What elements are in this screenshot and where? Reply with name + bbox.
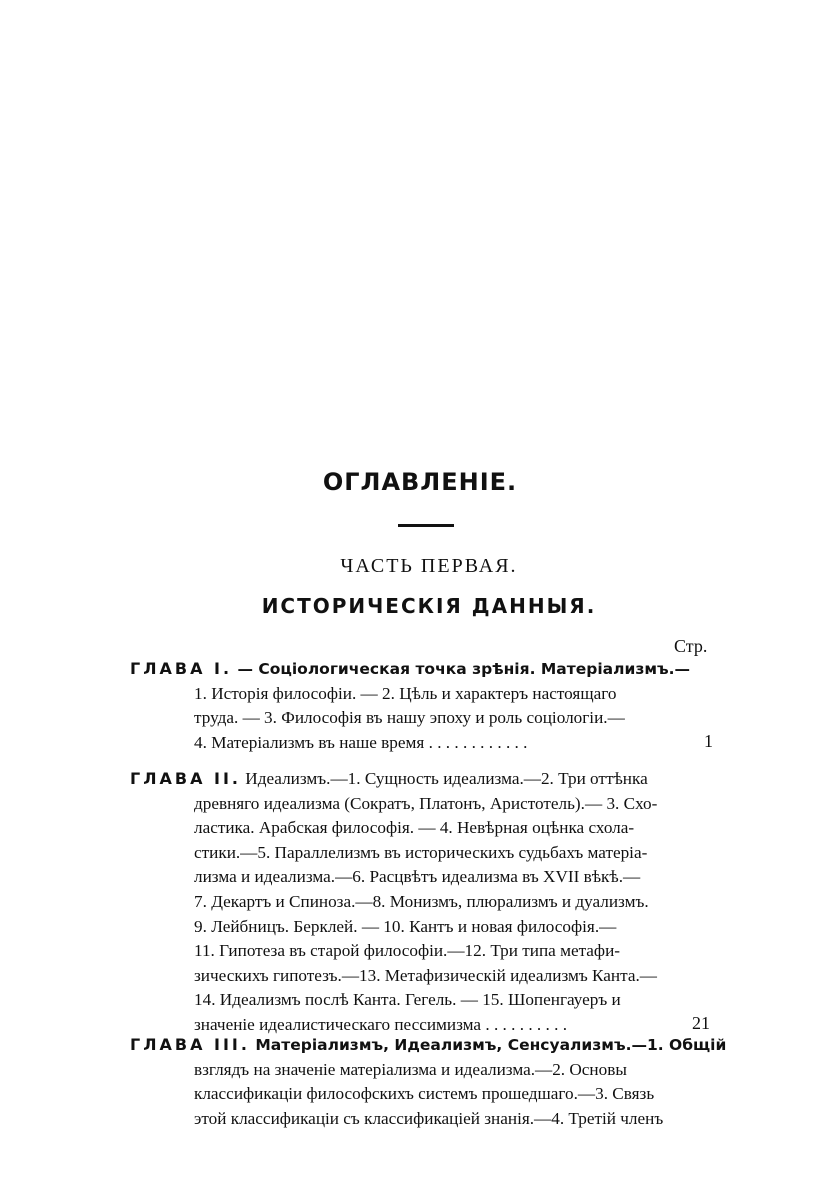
heading-rule	[398, 524, 454, 527]
chapter-content-line: 14. Идеализмъ послѣ Канта. Гегель. — 15. Шопенгауеръ и	[194, 990, 621, 1010]
chapter-content-line: значеніе идеалистическаго пессимизма . . . . . . . . . .	[194, 1015, 567, 1034]
chapter-content-line: 1. Исторія философіи. — 2. Цѣль и характеръ настоящаго	[194, 683, 617, 703]
toc-heading: ОГЛАВЛЕНІЕ.	[322, 468, 518, 496]
chapter-content-line: 4. Матеріализмъ въ наше время . . . . . . . . . . . .	[194, 732, 528, 752]
chapter-content-line: 7. Декартъ и Спиноза.—8. Монизмъ, плюрализмъ и дуализмъ.	[194, 892, 649, 911]
page-number: 21	[692, 1013, 710, 1033]
chapter-content-line: зическихъ гипотезъ.—13. Метафизическій идеализмъ Канта.—	[194, 965, 657, 985]
chapter-content-line: классификаціи философскихъ системъ прошедшаго.—3. Связь	[194, 1084, 655, 1104]
chapter-title-line: ГЛАВА III. Матеріализмъ, Идеализмъ, Сенсуализмъ.—1. Общій	[130, 1035, 727, 1054]
chapter-content-line: этой классификаціи съ классификаціей знанія.—4. Третій членъ	[194, 1108, 664, 1128]
chapter-content-line: взглядъ на значеніе матеріализма и идеализма.—2. Основы	[194, 1059, 627, 1079]
part-title: ИСТОРИЧЕСКІЯ ДАННЫЯ.	[261, 594, 597, 618]
page-number: 1	[704, 730, 713, 751]
chapter-content-line: лизма и идеализма.—6. Расцвѣтъ идеализма въ XVII вѣкѣ.—	[194, 867, 641, 887]
chapter-content-line: труда. — 3. Философія въ нашу эпоху и роль соціологіи.—	[194, 708, 625, 728]
page-column-header: Стр.	[674, 636, 708, 656]
chapter-content-line: 9. Лейбницъ. Берклей. — 10. Кантъ и новая философія.—	[194, 916, 617, 936]
chapter-content-line: 11. Гипотеза въ старой философіи.—12. Три типа метафи-	[194, 941, 620, 961]
chapter-title-line: ГЛАВА I. — Соціологическая точка зрѣнія. Матеріализмъ.—	[130, 659, 691, 678]
chapter-content-line: стики.—5. Параллелизмъ въ историческихъ судьбахъ матеріа-	[194, 842, 648, 862]
chapter-content-line: ластика. Арабская философія. — 4. Невѣрная оцѣнка схола-	[194, 818, 635, 838]
chapter-title-line: ГЛАВА II. Идеализмъ.—1. Сущность идеализма.—2. Три оттѣнка	[130, 769, 648, 788]
chapter-content-line: древняго идеализма (Сократъ, Платонъ, Аристотель).— 3. Схо-	[194, 793, 658, 813]
part-label: ЧАСТЬ ПЕРВАЯ.	[340, 555, 518, 577]
